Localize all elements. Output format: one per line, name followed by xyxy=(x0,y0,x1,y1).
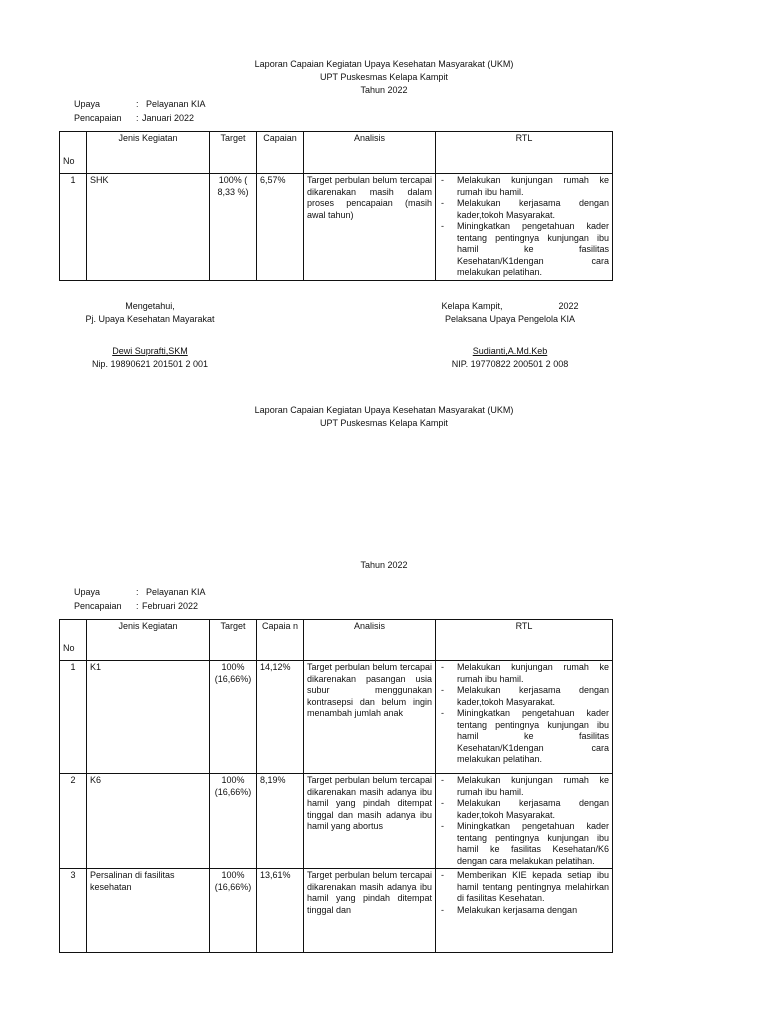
row-analisis: Target perbulan belum tercapai dikarenakan masih adanya ibu hamil yang pindah ditempat tinggal dan xyxy=(304,869,436,953)
header-rtl: RTL xyxy=(436,620,613,661)
row-capaian: 8,19% xyxy=(257,774,304,869)
report1-title-line3: Tahun 2022 xyxy=(360,85,408,95)
header-analisis: Analisis xyxy=(304,132,436,174)
row-no: 2 xyxy=(60,774,87,869)
row-capaian: 14,12% xyxy=(257,661,304,774)
row-capaian: 13,61% xyxy=(257,869,304,953)
row-no: 3 xyxy=(60,869,87,953)
row-analisis: Target perbulan belum tercapai dikarenakan masih dalam proses pencapaian (masih awal tahun) xyxy=(304,174,436,281)
pencapaian-label: Pencapaian xyxy=(74,601,122,611)
report1-upaya-row: Upaya : Pelayanan KIA xyxy=(74,99,206,109)
row-analisis: Target perbulan belum tercapai dikarenakan pasangan usia subur menggunakan kontrasepsi dan belum ingin menambah jumlah anak xyxy=(304,661,436,774)
pencapaian-value: Januari 2022 xyxy=(142,113,195,123)
report1-title-line2: UPT Puskesmas Kelapa Kampit xyxy=(320,72,448,82)
sig-right-year: 2022 xyxy=(558,301,579,311)
sig-right-nip: NIP. 19770822 200501 2 008 xyxy=(451,359,569,369)
header-jenis: Jenis Kegiatan xyxy=(87,620,210,661)
sig-right-name: Sudianti,A.Md.Keb xyxy=(472,346,548,356)
rtl-item: - Melakukan kunjungan rumah ke rumah ibu hamil. xyxy=(439,175,609,198)
report2-title xyxy=(0,404,768,430)
report2-table xyxy=(59,619,613,953)
row-jenis: K6 xyxy=(87,774,210,869)
report1-pencapaian-row: Pencapaian : Januari 2022 xyxy=(74,113,195,123)
sig-right-place-row xyxy=(420,300,600,313)
row-target: 100% (16,66%) xyxy=(210,869,257,953)
header-no: No xyxy=(60,620,87,661)
report1-meta xyxy=(74,97,206,125)
rtl-list xyxy=(439,175,609,279)
row-rtl xyxy=(436,869,613,953)
rtl-item: - Melakukan kerjasama dengan kader,tokoh Masyarakat. xyxy=(439,198,609,221)
table-header-row xyxy=(60,132,613,174)
header-analisis: Analisis xyxy=(304,620,436,661)
row-no: 1 xyxy=(60,661,87,774)
upaya-label: Upaya xyxy=(74,587,101,597)
rtl-item: - Miningkatkan pengetahuan kader tentang pentingnya kunjungan ibu hamil ke fasilitas Kesehatan/K1dengan cara melakukan pelatihan. xyxy=(439,708,609,766)
rtl-item: - Miningkatkan pengetahuan kader tentang pentingnya kunjungan ibu hamil ke fasilitas Kesehatan/K1dengan cara melakukan pelatihan. xyxy=(439,221,609,279)
rtl-list xyxy=(439,775,609,867)
report1-title-line1: Laporan Capaian Kegiatan Upaya Kesehatan Masyarakat (UKM) xyxy=(254,59,514,69)
rtl-list xyxy=(439,870,609,916)
sig-right-place: Kelapa Kampit, xyxy=(441,301,503,311)
pencapaian-value: Februari 2022 xyxy=(142,601,199,611)
upaya-value: Pelayanan KIA xyxy=(146,587,206,597)
header-target: Target xyxy=(210,620,257,661)
row-jenis: SHK xyxy=(87,174,210,281)
row-rtl xyxy=(436,661,613,774)
upaya-label: Upaya xyxy=(74,99,101,109)
sig-left-nip: Nip. 19890621 201501 2 001 xyxy=(91,359,209,369)
sig-left-line2: Pj. Upaya Kesehatan Mayarakat xyxy=(85,314,215,324)
upaya-value: Pelayanan KIA xyxy=(146,99,206,109)
table-row xyxy=(60,661,613,774)
rtl-item: - Memberikan KIE kepada setiap ibu hamil tentang pentingnya melahirkan di fasilitas Kesehatan. xyxy=(439,870,609,905)
row-target: 100% (16,66%) xyxy=(210,774,257,869)
rtl-item: - Melakukan kerjasama dengan xyxy=(439,905,609,917)
rtl-item: - Melakukan kunjungan rumah ke rumah ibu hamil. xyxy=(439,775,609,798)
report2-title-line1: Laporan Capaian Kegiatan Upaya Kesehatan Masyarakat (UKM) xyxy=(254,405,514,415)
rtl-item: - Melakukan kunjungan rumah ke rumah ibu hamil. xyxy=(439,662,609,685)
report2-upaya-row: Upaya : Pelayanan KIA xyxy=(74,587,206,597)
report2-title-line2: UPT Puskesmas Kelapa Kampit xyxy=(320,418,448,428)
row-no: 1 xyxy=(60,174,87,281)
signature-left xyxy=(60,300,240,371)
rtl-list xyxy=(439,662,609,766)
header-rtl: RTL xyxy=(436,132,613,174)
table-row xyxy=(60,869,613,953)
sig-left-name: Dewi Suprafti,SKM xyxy=(112,346,188,356)
table-row xyxy=(60,174,613,281)
row-target: 100% ( 8,33 %) xyxy=(210,174,257,281)
report2-year xyxy=(0,559,768,572)
header-no: No xyxy=(60,132,87,174)
rtl-item: - Melakukan kerjasama dengan kader,tokoh Masyarakat. xyxy=(439,798,609,821)
rtl-item: - Miningkatkan pengetahuan kader tentang pentingnya kunjungan ibu hamil ke fasilitas Kesehatan/K6 dengan cara melakukan pelatihan. xyxy=(439,821,609,867)
row-rtl xyxy=(436,174,613,281)
header-capaian: Capaia n xyxy=(257,620,304,661)
header-jenis: Jenis Kegiatan xyxy=(87,132,210,174)
report1-title xyxy=(0,58,768,97)
row-capaian: 6,57% xyxy=(257,174,304,281)
row-jenis: Persalinan di fasilitas kesehatan xyxy=(87,869,210,953)
signature-right xyxy=(420,300,600,371)
row-rtl xyxy=(436,774,613,869)
table-header-row xyxy=(60,620,613,661)
sig-left-line1: Mengetahui, xyxy=(125,301,175,311)
sig-right-line2: Pelaksana Upaya Pengelola KIA xyxy=(444,314,576,324)
report1-table xyxy=(59,131,613,281)
header-target: Target xyxy=(210,132,257,174)
table-row xyxy=(60,774,613,869)
row-analisis: Target perbulan belum tercapai dikarenakan masih adanya ibu hamil yang pindah ditempat tinggal dan masih adanya ibu hamil yang abortus xyxy=(304,774,436,869)
report2-meta xyxy=(74,585,206,613)
row-target: 100% (16,66%) xyxy=(210,661,257,774)
report2-pencapaian-row: Pencapaian : Februari 2022 xyxy=(74,601,199,611)
rtl-item: - Melakukan kerjasama dengan kader,tokoh Masyarakat. xyxy=(439,685,609,708)
pencapaian-label: Pencapaian xyxy=(74,113,122,123)
header-capaian: Capaian xyxy=(257,132,304,174)
row-jenis: K1 xyxy=(87,661,210,774)
report2-title-line3: Tahun 2022 xyxy=(360,560,408,570)
